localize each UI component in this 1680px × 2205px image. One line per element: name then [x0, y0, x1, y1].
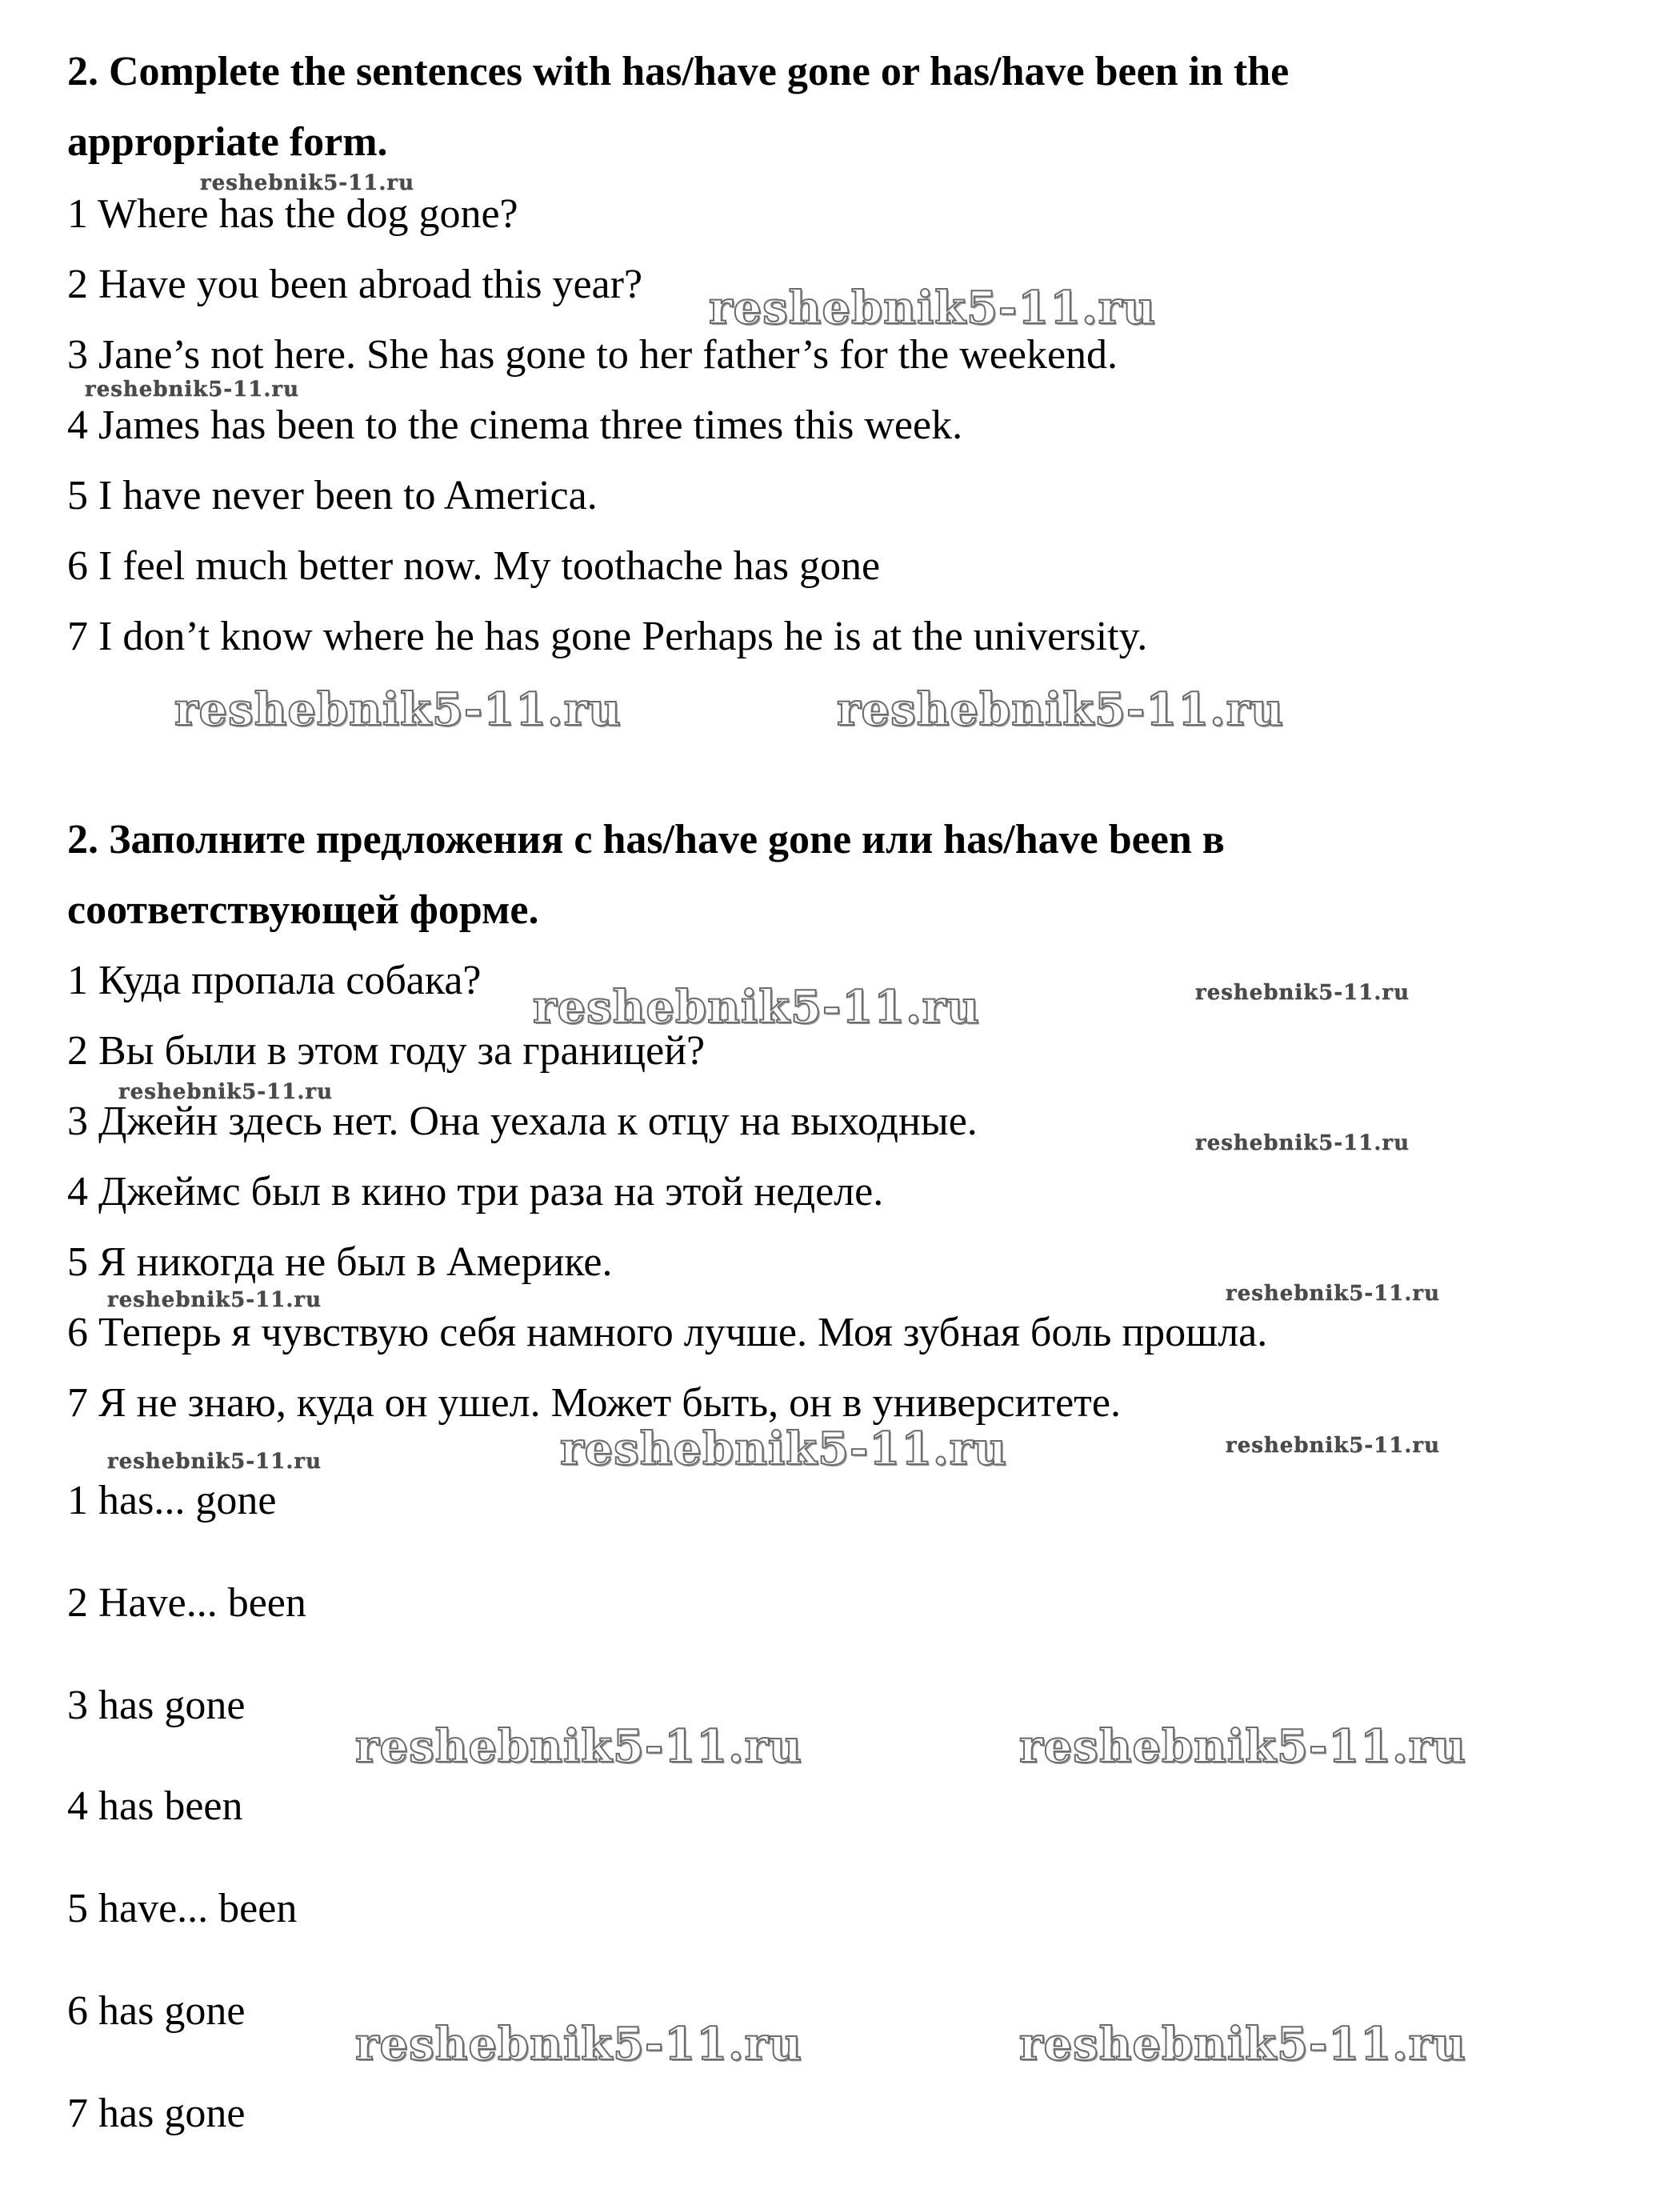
exercise-heading-en-line2: appropriate form.	[67, 119, 388, 165]
exercise-heading-ru-line2: соответствующей форме.	[67, 887, 539, 933]
sentence-en-7: 7 I don’t know where he has gone Perhaps he is at the university.	[67, 614, 1148, 659]
watermark: reshebnik5-11.ru	[709, 282, 1156, 334]
watermark: reshebnik5-11.ru	[837, 683, 1284, 736]
watermark: reshebnik5-11.ru	[174, 683, 622, 736]
answer-2: 2 Have... been	[67, 1580, 306, 1626]
watermark: reshebnik5-11.ru	[1226, 1282, 1441, 1306]
watermark: reshebnik5-11.ru	[1226, 1434, 1441, 1458]
sentence-ru-6: 6 Теперь я чувствую себя намного лучше. Моя зубная боль прошла.	[67, 1310, 1268, 1355]
watermark: reshebnik5-11.ru	[1019, 2018, 1466, 2071]
answer-7: 7 has gone	[67, 2091, 246, 2136]
sentence-en-1: 1 Where has the dog gone?	[67, 191, 518, 237]
sentence-en-4: 4 James has been to the cinema three times this week.	[67, 402, 963, 448]
watermark: reshebnik5-11.ru	[118, 1080, 334, 1104]
watermark: reshebnik5-11.ru	[355, 2018, 802, 2071]
sentence-ru-4: 4 Джеймс был в кино три раза на этой неделе.	[67, 1169, 884, 1215]
answer-6: 6 has gone	[67, 1988, 246, 2034]
sentence-en-2: 2 Have you been abroad this year?	[67, 262, 643, 307]
sentence-ru-3: 3 Джейн здесь нет. Она уехала к отцу на выходные.	[67, 1098, 978, 1144]
sentence-en-5: 5 I have never been to America.	[67, 473, 598, 518]
watermark: reshebnik5-11.ru	[107, 1450, 322, 1474]
sentence-en-6: 6 I feel much better now. My toothache has gone	[67, 543, 881, 589]
answer-5: 5 have... been	[67, 1886, 298, 1931]
answer-4: 4 has been	[67, 1783, 243, 1829]
sentence-en-3: 3 Jane’s not here. She has gone to her father’s for the weekend.	[67, 332, 1118, 378]
watermark: reshebnik5-11.ru	[85, 378, 300, 402]
watermark: reshebnik5-11.ru	[1019, 1720, 1466, 1773]
exercise-heading-ru-line1: 2. Заполните предложения с has/have gone или has/have been в	[67, 817, 1225, 862]
sentence-ru-1: 1 Куда пропала собака?	[67, 958, 482, 1003]
watermark: reshebnik5-11.ru	[533, 981, 980, 1034]
watermark: reshebnik5-11.ru	[200, 171, 415, 195]
watermark: reshebnik5-11.ru	[1195, 981, 1410, 1005]
watermark: reshebnik5-11.ru	[1195, 1131, 1410, 1155]
watermark: reshebnik5-11.ru	[107, 1288, 322, 1312]
sentence-ru-2: 2 Вы были в этом году за границей?	[67, 1028, 706, 1074]
sentence-ru-7: 7 Я не знаю, куда он ушел. Может быть, он в университете.	[67, 1380, 1121, 1426]
answer-1: 1 has... gone	[67, 1478, 277, 1523]
answer-3: 3 has gone	[67, 1683, 246, 1728]
sentence-ru-5: 5 Я никогда не был в Америке.	[67, 1239, 613, 1285]
exercise-heading-en-line1: 2. Complete the sentences with has/have gone or has/have been in the	[67, 49, 1290, 94]
watermark: reshebnik5-11.ru	[560, 1423, 1007, 1475]
watermark: reshebnik5-11.ru	[355, 1720, 802, 1773]
